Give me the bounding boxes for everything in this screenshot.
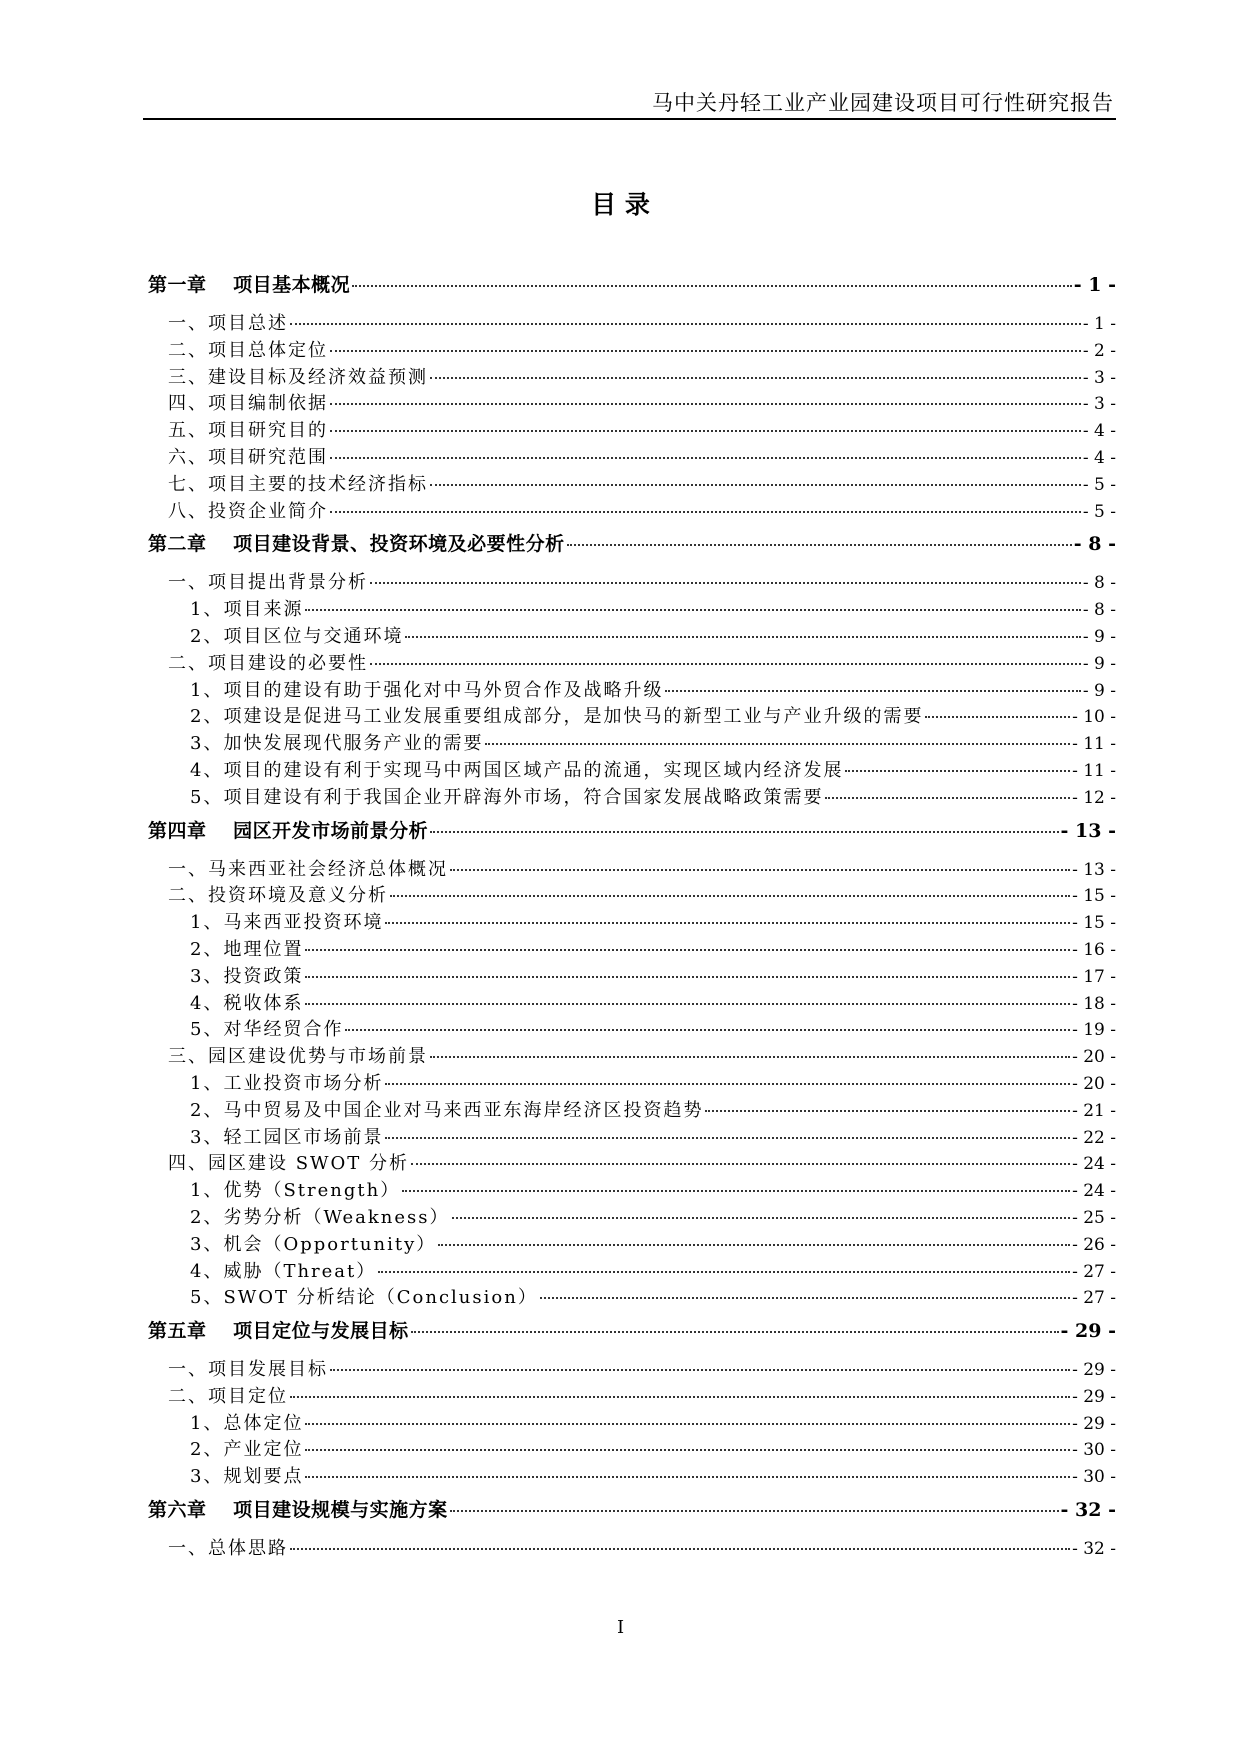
- toc-subsection-entry[interactable]: [148, 702, 1116, 729]
- toc-leader-dots: [305, 1422, 1070, 1425]
- toc-title: 目 录: [591, 190, 650, 219]
- toc-section-entry[interactable]: [148, 568, 1116, 595]
- toc-page-number: - 22 -: [1072, 1127, 1116, 1148]
- toc-section-entry[interactable]: [148, 1534, 1116, 1561]
- toc-subsection-entry[interactable]: [148, 989, 1116, 1016]
- toc-leader-dots: [705, 1109, 1070, 1112]
- toc-leader-dots: [411, 1162, 1070, 1165]
- page-header: [143, 84, 1116, 120]
- toc-leader-dots: [567, 543, 1072, 546]
- toc-page-number: - 9 -: [1082, 626, 1116, 647]
- toc-subsection-entry[interactable]: [148, 1462, 1116, 1489]
- toc-leader-dots: [330, 349, 1081, 352]
- toc-leader-dots: [345, 1028, 1070, 1031]
- toc-page-number: - 24 -: [1072, 1181, 1116, 1202]
- toc-leader-dots: [485, 742, 1070, 745]
- toc-leader-dots: [450, 1509, 1059, 1512]
- toc-entry-label: 二、项目建设的必要性: [168, 652, 368, 674]
- toc-entry-label: 三、建设目标及经济效益预测: [168, 366, 428, 388]
- toc-leader-dots: [378, 1270, 1070, 1273]
- toc-leader-dots: [290, 1395, 1070, 1398]
- toc-entry-label: 2、产业定位: [190, 1439, 304, 1461]
- toc-page-number: - 4 -: [1082, 421, 1116, 442]
- toc-entry-label: 二、投资环境及意义分析: [168, 885, 388, 907]
- toc-leader-dots: [390, 894, 1070, 897]
- toc-entry-label: 2、项目区位与交通环境: [190, 625, 404, 647]
- toc-leader-dots: [925, 715, 1070, 718]
- toc-entry-label: 1、优势（Strength）: [190, 1180, 401, 1202]
- toc-page-number: - 3 -: [1082, 367, 1116, 388]
- toc-chapter-entry[interactable]: [148, 1316, 1116, 1345]
- toc-chapter-label: 第一章 项目基本概况: [148, 274, 351, 296]
- toc-section-entry[interactable]: [148, 855, 1116, 882]
- toc-chapter-entry[interactable]: [148, 1495, 1116, 1524]
- toc-leader-dots: [330, 510, 1081, 513]
- toc-entry-label: 2、马中贸易及中国企业对马来西亚东海岸经济区投资趋势: [190, 1099, 704, 1121]
- toc-subsection-entry[interactable]: [148, 1123, 1116, 1150]
- toc-entry-label: 2、项建设是促进马工业发展重要组成部分，是加快马的新型工业与产业升级的需要: [190, 706, 924, 728]
- toc-leader-dots: [845, 769, 1070, 772]
- toc-section-entry[interactable]: [148, 881, 1116, 908]
- toc-section-entry[interactable]: [148, 470, 1116, 497]
- toc-entry-label: 四、园区建设 SWOT 分析: [168, 1153, 410, 1175]
- toc-leader-dots: [450, 868, 1070, 871]
- toc-section-entry[interactable]: [148, 416, 1116, 443]
- toc-leader-dots: [305, 1475, 1070, 1478]
- toc-section-entry[interactable]: [148, 649, 1116, 676]
- toc-leader-dots: [305, 608, 1080, 611]
- toc-section-entry[interactable]: [148, 443, 1116, 470]
- toc-entry-label: 1、总体定位: [190, 1412, 304, 1434]
- toc-entry-label: 3、轻工园区市场前景: [190, 1126, 384, 1148]
- toc-chapter-label: 第五章 项目定位与发展目标: [148, 1320, 409, 1343]
- toc-entry-label: 5、项目建设有利于我国企业开辟海外市场，符合国家发展战略政策需要: [190, 786, 824, 808]
- toc-page-number: - 2 -: [1082, 340, 1116, 361]
- toc-page-number: - 30 -: [1072, 1440, 1116, 1461]
- toc-entry-label: 2、劣势分析（Weakness）: [190, 1206, 450, 1228]
- toc-leader-dots: [540, 1296, 1070, 1299]
- toc-entry-label: 二、项目总体定位: [168, 339, 328, 361]
- toc-entry-label: 五、项目研究目的: [168, 420, 328, 442]
- toc-page-number: - 8 -: [1082, 600, 1116, 621]
- toc-leader-dots: [438, 1243, 1070, 1246]
- toc-leader-dots: [290, 322, 1081, 325]
- toc-page-number: - 15 -: [1072, 886, 1116, 907]
- toc-section-entry[interactable]: [148, 336, 1116, 363]
- toc-leader-dots: [330, 1368, 1070, 1371]
- toc-entry-label: 一、总体思路: [168, 1538, 288, 1560]
- toc-page-number: - 21 -: [1072, 1100, 1116, 1121]
- toc-page-number: - 8 -: [1082, 573, 1116, 594]
- toc-leader-dots: [825, 796, 1070, 799]
- toc-page-number: - 26 -: [1072, 1234, 1116, 1255]
- toc-entry-label: 六、项目研究范围: [168, 446, 328, 468]
- toc-subsection-entry[interactable]: [148, 1176, 1116, 1203]
- toc-entry-label: 5、SWOT 分析结论（Conclusion）: [190, 1287, 538, 1309]
- toc-leader-dots: [411, 1330, 1059, 1333]
- toc-entry-label: 1、马来西亚投资环境: [190, 912, 384, 934]
- toc-section-entry[interactable]: [148, 1149, 1116, 1176]
- toc-subsection-entry[interactable]: [148, 1257, 1116, 1284]
- toc-entry-label: 一、项目发展目标: [168, 1359, 328, 1381]
- toc-page-number: - 20 -: [1072, 1047, 1116, 1068]
- toc-subsection-entry[interactable]: [148, 1069, 1116, 1096]
- toc-section-entry[interactable]: [148, 1355, 1116, 1382]
- toc-leader-dots: [330, 429, 1081, 432]
- toc-page-number: - 29 -: [1072, 1413, 1116, 1434]
- toc-page-number: - 8 -: [1073, 533, 1116, 556]
- toc-page-number: - 4 -: [1082, 447, 1116, 468]
- header-title: 马中关丹轻工业产业园建设项目可行性研究报告: [652, 91, 1114, 115]
- toc-leader-dots: [370, 662, 1081, 665]
- toc-entry-label: 3、加快发展现代服务产业的需要: [190, 733, 484, 755]
- toc-page-number: - 29 -: [1072, 1386, 1116, 1407]
- toc-entry-label: 4、税收体系: [190, 992, 304, 1014]
- toc-leader-dots: [305, 948, 1070, 951]
- toc-page-number: - 13 -: [1060, 819, 1116, 842]
- toc-leader-dots: [290, 1547, 1070, 1550]
- toc-subsection-entry[interactable]: [148, 1203, 1116, 1230]
- toc-section-entry[interactable]: [148, 309, 1116, 336]
- table-of-contents: [148, 270, 1116, 1561]
- toc-subsection-entry[interactable]: [148, 908, 1116, 935]
- toc-subsection-entry[interactable]: [148, 1283, 1116, 1310]
- toc-leader-dots: [452, 1216, 1071, 1219]
- toc-subsection-entry[interactable]: [148, 756, 1116, 783]
- toc-leader-dots: [330, 402, 1081, 405]
- toc-page-number: - 17 -: [1072, 966, 1116, 987]
- toc-entry-label: 3、机会（Opportunity）: [190, 1233, 437, 1255]
- toc-entry-label: 一、项目总述: [168, 313, 288, 334]
- toc-subsection-entry[interactable]: [148, 962, 1116, 989]
- toc-leader-dots: [305, 1448, 1070, 1451]
- toc-entry-label: 4、威胁（Threat）: [190, 1260, 377, 1282]
- toc-page-number: - 18 -: [1072, 993, 1116, 1014]
- toc-leader-dots: [385, 1136, 1070, 1139]
- toc-chapter-entry[interactable]: [148, 529, 1116, 558]
- toc-chapter-label: 第六章 项目建设规模与实施方案: [148, 1499, 448, 1522]
- toc-page-number: - 10 -: [1072, 707, 1116, 728]
- toc-page-number: - 27 -: [1072, 1261, 1116, 1282]
- toc-page-number: - 5 -: [1082, 474, 1116, 495]
- toc-leader-dots: [385, 1082, 1070, 1085]
- toc-leader-dots: [305, 1002, 1070, 1005]
- toc-leader-dots: [430, 830, 1058, 833]
- toc-entry-label: 5、对华经贸合作: [190, 1019, 344, 1041]
- toc-page-number: - 16 -: [1072, 939, 1116, 960]
- toc-entry-label: 八、投资企业简介: [168, 500, 328, 522]
- toc-subsection-entry[interactable]: [148, 1435, 1116, 1462]
- toc-entry-label: 一、马来西亚社会经济总体概况: [168, 858, 448, 880]
- toc-section-entry[interactable]: [148, 1382, 1116, 1409]
- toc-leader-dots: [305, 975, 1070, 978]
- toc-section-entry[interactable]: [148, 389, 1116, 416]
- toc-leader-dots: [385, 921, 1070, 924]
- toc-page-number: - 12 -: [1072, 787, 1116, 808]
- toc-page-number: - 30 -: [1072, 1467, 1116, 1488]
- toc-subsection-entry[interactable]: [148, 622, 1116, 649]
- toc-entry-label: 一、项目提出背景分析: [168, 572, 368, 594]
- toc-leader-dots: [430, 483, 1081, 486]
- toc-page-number: - 1 -: [1082, 314, 1116, 334]
- toc-entry-label: 3、规划要点: [190, 1466, 304, 1488]
- toc-leader-dots: [665, 689, 1080, 692]
- toc-page-number: - 29 -: [1060, 1320, 1116, 1343]
- toc-chapter-entry[interactable]: [148, 270, 1116, 299]
- toc-page-number: - 1 -: [1073, 274, 1116, 296]
- toc-page-number: - 3 -: [1082, 394, 1116, 415]
- toc-page-number: - 13 -: [1072, 859, 1116, 880]
- toc-entry-label: 四、项目编制依据: [168, 393, 328, 415]
- toc-chapter-entry[interactable]: [148, 816, 1116, 845]
- toc-leader-dots: [370, 581, 1081, 584]
- toc-page-number: - 27 -: [1072, 1288, 1116, 1309]
- toc-entry-label: 4、项目的建设有利于实现马中两国区域产品的流通，实现区域内经济发展: [190, 759, 844, 781]
- page-number: I: [616, 1617, 625, 1638]
- toc-entry-label: 3、投资政策: [190, 965, 304, 987]
- toc-entry-label: 二、项目定位: [168, 1385, 288, 1407]
- toc-page-number: - 32 -: [1060, 1499, 1116, 1522]
- toc-entry-label: 2、地理位置: [190, 938, 304, 960]
- toc-entry-label: 七、项目主要的技术经济指标: [168, 473, 428, 495]
- toc-subsection-entry[interactable]: [148, 935, 1116, 962]
- toc-leader-dots: [405, 635, 1080, 638]
- toc-chapter-label: 第二章 项目建设背景、投资环境及必要性分析: [148, 533, 565, 556]
- toc-page-number: - 15 -: [1072, 913, 1116, 934]
- toc-page-number: - 24 -: [1072, 1154, 1116, 1175]
- toc-page-number: - 5 -: [1082, 501, 1116, 522]
- toc-leader-dots: [330, 456, 1081, 459]
- toc-leader-dots: [430, 376, 1081, 379]
- toc-chapter-label: 第四章 园区开发市场前景分析: [148, 819, 429, 842]
- toc-section-entry[interactable]: [148, 1042, 1116, 1069]
- toc-page-number: - 25 -: [1072, 1207, 1116, 1228]
- toc-entry-label: 1、项目来源: [190, 599, 304, 621]
- toc-section-entry[interactable]: [148, 497, 1116, 524]
- toc-subsection-entry[interactable]: [148, 1230, 1116, 1257]
- toc-entry-label: 1、项目的建设有助于强化对中马外贸合作及战略升级: [190, 679, 664, 701]
- toc-subsection-entry[interactable]: [148, 595, 1116, 622]
- toc-subsection-entry[interactable]: [148, 1015, 1116, 1042]
- toc-page-number: - 11 -: [1072, 760, 1116, 781]
- toc-section-entry[interactable]: [148, 363, 1116, 390]
- toc-subsection-entry[interactable]: [148, 729, 1116, 756]
- toc-page-number: - 20 -: [1072, 1073, 1116, 1094]
- toc-entry-label: 三、园区建设优势与市场前景: [168, 1046, 428, 1068]
- toc-subsection-entry[interactable]: [148, 783, 1116, 810]
- toc-subsection-entry[interactable]: [148, 676, 1116, 703]
- toc-entry-label: 1、工业投资市场分析: [190, 1072, 384, 1094]
- toc-page-number: - 9 -: [1082, 680, 1116, 701]
- toc-leader-dots: [352, 284, 1072, 287]
- toc-page-number: - 29 -: [1072, 1360, 1116, 1381]
- toc-page-number: - 32 -: [1072, 1539, 1116, 1560]
- toc-leader-dots: [402, 1189, 1070, 1192]
- toc-page-number: - 9 -: [1082, 653, 1116, 674]
- toc-leader-dots: [430, 1055, 1070, 1058]
- toc-page-number: - 11 -: [1072, 734, 1116, 755]
- toc-subsection-entry[interactable]: [148, 1409, 1116, 1436]
- toc-subsection-entry[interactable]: [148, 1096, 1116, 1123]
- toc-page-number: - 19 -: [1072, 1020, 1116, 1041]
